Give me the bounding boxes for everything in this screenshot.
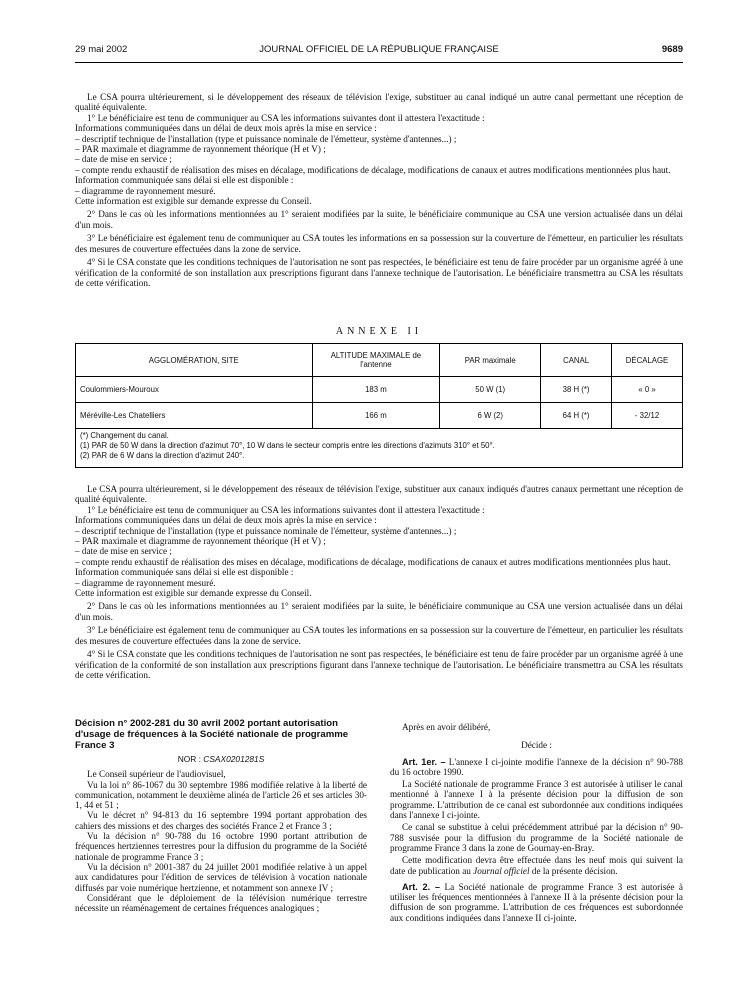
list-item: – compte rendu exhaustif de réalisation des mises en décalage, modifications de décalage, modifications de canaux et autres modifications mentionnées plus haut. [75,556,671,567]
table-cell: - 32/12 [612,403,683,429]
column-header: AGGLOMÉRATION, SITE [76,344,313,377]
article-1 [390,757,683,778]
article-label: Art. 1er. – [402,756,446,767]
table-row [76,377,683,403]
nor-label: NOR : [177,754,201,764]
list-item: – date de mise en service ; [75,154,172,165]
column-header: PAR maximale [440,344,541,377]
list-item: – descriptif technique de l'installation (type et puissance nominale de l'émetteur, système d'antennes...) ; [75,133,457,144]
column-header: ALTITUDE MAXIMALE de l'antenne [312,344,440,377]
table-cell: 38 H (*) [541,377,612,403]
page-header [75,44,683,58]
bottom-text-block [75,484,683,680]
paragraph: 3° Le bénéficiaire est également tenu de communiquer au CSA toutes les informations en sa possession sur la couverture de l'émetteur, en particulier les résultats des mesures de couverture effectuées dans la zone de service. [75,233,683,254]
paragraph: 1° Le bénéficiaire est tenu de communiquer au CSA les informations suivantes dont il attestera l'exactitude : [87,112,485,123]
paragraph: Cette information est exigible sur demande expresse du Conseil. [75,196,312,207]
list-item: – descriptif technique de l'installation (type et puissance nominale de l'émetteur, système d'antennes...) ; [75,525,457,536]
paragraph: Information communiquée sans délai si elle est disponible : [75,175,294,186]
table-cell: « 0 » [612,377,683,403]
table-cell: Coulommiers-Mouroux [76,377,313,403]
paragraph: Vu le décret n° 94-813 du 16 septembre 1994 portant approbation des cahiers des missions et des charges des sociétés France 2 et France 3 ; [75,810,367,831]
top-text-block [75,92,683,288]
list-item: – PAR maximale et diagramme de rayonnement théorique (H et V) ; [75,536,326,547]
header-date: 29 mai 2002 [75,44,128,55]
table-cell: 64 H (*) [541,403,612,429]
paragraph: La Société nationale de programme France 3 est autorisée à utiliser le canal mentionné à l'annexe I à la présente décision pour la diffusion de son programme. L'attribution de ce canal est subordonnée aux conditions indiquées dans l'annexe I ci-jointe. [390,779,683,821]
decision-left-column [75,718,367,913]
column-header: CANAL [541,344,612,377]
paragraph: 3° Le bénéficiaire est également tenu de communiquer au CSA toutes les informations en sa possession sur la couverture de l'émetteur, en particulier les résultats des mesures de couverture effectuées dans la zone de service. [75,625,683,646]
table-notes-row [76,429,683,468]
annex-table [75,343,683,468]
deliberation-line: Après en avoir délibéré, [402,722,491,732]
table-notes [76,429,683,468]
table-cell: 50 W (1) [440,377,541,403]
journal-officiel-italic: Journal officiel [473,865,530,876]
paragraph: Cette information est exigible sur demande expresse du Conseil. [75,588,312,599]
journal-title: JOURNAL OFFICIEL DE LA RÉPUBLIQUE FRANÇAISE [259,44,499,55]
paragraph: Vu la décision n° 2001-387 du 24 juillet 2001 modifiée relative à un appel aux candidatures pour l'édition de services de télévision à vocation nationale diffusés par voie numérique hertzienne, et notamment son annexe IV ; [75,861,367,893]
list-item: – date de mise en service ; [75,546,172,557]
table-cell: 6 W (2) [440,403,541,429]
paragraph: Considérant que le déploiement de la télévision numérique terrestre nécessite un réaménagement de certaines fréquences analogiques ; [75,892,367,914]
table-cell: 166 m [312,403,440,429]
table-row [76,403,683,429]
decide-line: Décide : [521,740,552,751]
paragraph: Informations communiquées dans un délai de deux mois après la mise en service : [75,515,377,526]
paragraph: Le CSA pourra ultérieurement, si le développement des réseaux de télévision l'exige, substituer aux canaux indiqués d'autres canaux permettant une réception de qualité équivalente. [75,484,683,505]
effect-text-end: de la présente décision. [529,865,618,876]
table-note: (2) PAR de 6 W dans la direction d'azimut 240°. [80,451,245,460]
article-text: La Société nationale de programme France 3 est autorisée à utiliser les fréquences mentionnées à l'annexe II à la présente décision pour la diffusion de son programme. L'attribution de ces fréquences est subordonnée aux conditions indiquées dans l'annexe II ci-jointe. [390,881,683,923]
paragraph: 2° Dans le cas où les informations mentionnées au 1° seraient modifiées par la suite, le bénéficiaire communique au CSA une version actualisée dans un délai d'un mois. [75,601,683,622]
paragraph: Informations communiquées dans un délai de deux mois après la mise en service : [75,123,377,134]
column-header: DÉCALAGE [612,344,683,377]
page-number: 9689 [661,44,683,55]
article-2 [390,882,683,923]
paragraph: Le CSA pourra ultérieurement, si le développement des réseaux de télévision l'exige, substituer au canal indiqué un autre canal permettant une réception de qualité équivalente. [75,92,683,113]
paragraph: Le Conseil supérieur de l'audiovisuel, [87,769,226,780]
paragraph: 1° Le bénéficiaire est tenu de communiquer au CSA les informations suivantes dont il attestera l'exactitude : [87,504,485,515]
table-cell: 183 m [312,377,440,403]
table-header-row [76,344,683,377]
paragraph: 2° Dans le cas où les informations mentionnées au 1° seraient modifiées par la suite, le bénéficiaire communique au CSA une version actualisée dans un délai d'un mois. [75,209,683,230]
nor-code: CSAX0201281S [203,754,265,764]
table-note: (1) PAR de 50 W dans la direction d'azimut 70°, 10 W dans le secteur compris entre les directions d'azimuts 310° et 50°. [80,441,495,450]
decision-title: Décision n° 2002-281 du 30 avril 2002 portant autorisation d'usage de fréquences à la Société nationale de programme France 3 [75,718,349,751]
nor-reference [75,754,367,764]
paragraph: Vu la décision n° 90-788 du 16 octobre 1990 portant attribution de fréquences hertziennes terrestres pour la diffusion du programme de la Société nationale de programme France 3 ; [75,831,367,862]
article-label: Art. 2. – [402,881,441,892]
annex-title: ANNEXE II [335,326,423,337]
list-item: – diagramme de rayonnement mesuré. [75,577,216,588]
effect-paragraph [390,855,683,876]
paragraph: Ce canal se substitue à celui précédemment attribué par la décision n° 90-788 susvisée pour la diffusion du programme de la Société nationale de programme France 3 dans la zone de Gournay-en-Bray. [390,822,683,853]
table-cell: Méréville-Les Chatelliers [76,403,313,429]
paragraph: 4° Si le CSA constate que les conditions techniques de l'autorisation ne sont pas respectées, le bénéficiaire est tenu de faire procéder par un organisme agréé à une vérification de la conformité de son installation aux prescriptions figurant dans l'annexe technique de l'autorisation. Le bénéficiaire transmettra au CSA les résultats de cette vérification. [75,649,683,680]
paragraph: Information communiquée sans délai si elle est disponible : [75,567,294,578]
decision-right-column [390,718,683,923]
header-rule [75,62,683,63]
article-text: L'annexe I ci-jointe modifie l'annexe de la décision n° 90-788 du 16 octobre 1990. [390,756,683,777]
list-item: – diagramme de rayonnement mesuré. [75,185,216,196]
paragraph: Vu la loi n° 86-1067 du 30 septembre 1986 modifiée relative à la liberté de communication, notamment le deuxième alinéa de l'article 26 et ses articles 30-1, 44 et 51 ; [75,779,367,811]
list-item: – compte rendu exhaustif de réalisation des mises en décalage, modifications de décalage, modifications de canaux et autres modifications mentionnées plus haut. [75,164,671,175]
list-item: – PAR maximale et diagramme de rayonnement théorique (H et V) ; [75,144,326,155]
table-note: (*) Changement du canal. [80,431,169,440]
paragraph: 4° Si le CSA constate que les conditions techniques de l'autorisation ne sont pas respectées, le bénéficiaire est tenu de faire procéder par un organisme agréé à une vérification de la conformité de son installation aux prescriptions figurant dans l'annexe technique de l'autorisation. Le bénéficiaire transmettra au CSA les résultats de cette vérification. [75,257,683,288]
effect-text-start: Cette modification devra être effectuée dans les neuf mois qui suivent la date de publication au [390,855,683,876]
